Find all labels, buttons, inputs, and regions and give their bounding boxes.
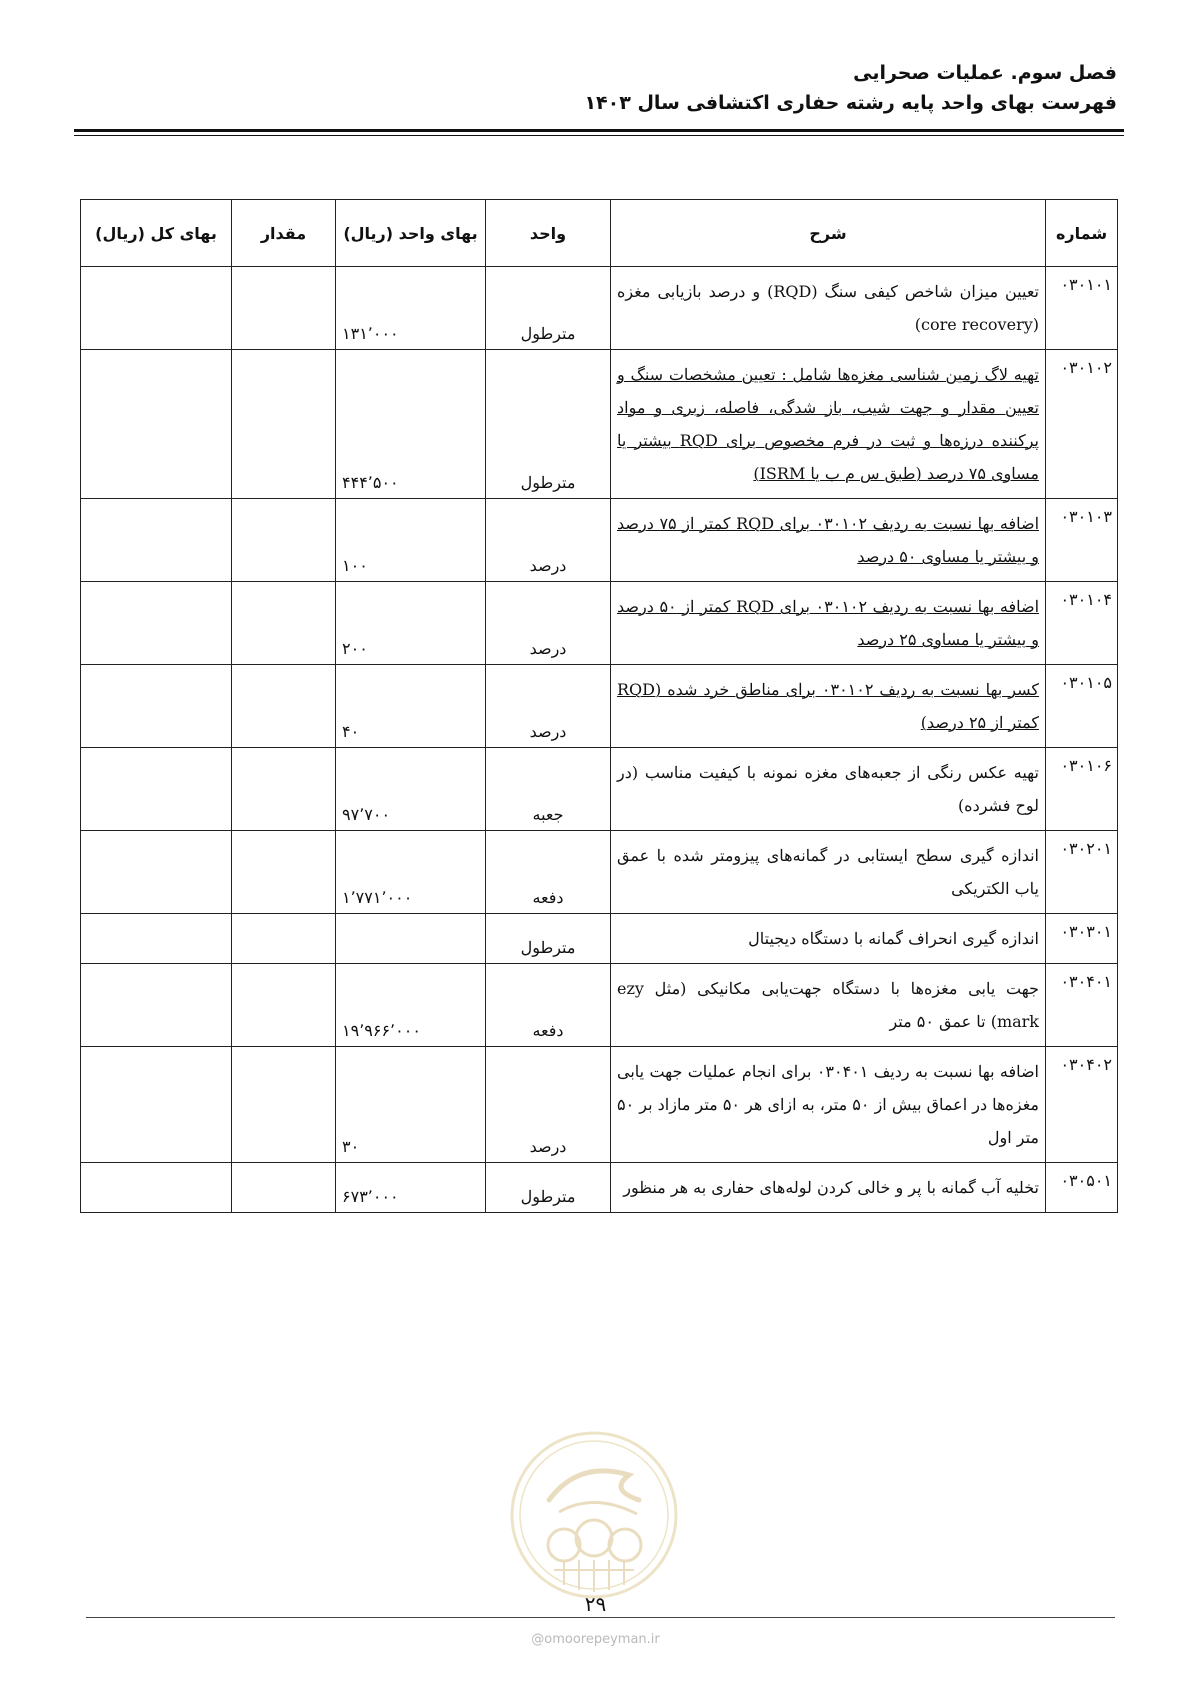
item-code: ۰۳۰۱۰۶ <box>1046 748 1118 831</box>
item-quantity <box>232 964 336 1047</box>
table-row <box>81 582 1118 665</box>
table-row <box>81 499 1118 582</box>
table-row <box>81 1047 1118 1163</box>
item-code: ۰۳۰۴۰۲ <box>1046 1047 1118 1163</box>
item-unit-price: ۶۷۳٬۰۰۰ <box>336 1163 486 1213</box>
item-description: تخلیه آب گمانه با پر و خالی کردن لوله‌های حفاری به هر منظور <box>611 1163 1046 1213</box>
table-row <box>81 267 1118 350</box>
item-quantity <box>232 1047 336 1163</box>
item-description: تهیه عکس رنگی از جعبه‌های مغزه نمونه با کیفیت مناسب (در لوح فشرده) <box>611 748 1046 831</box>
item-total-price <box>81 499 232 582</box>
item-code: ۰۳۰۱۰۱ <box>1046 267 1118 350</box>
table-header-row <box>81 200 1118 267</box>
column-header-quantity: مقدار <box>232 200 336 267</box>
item-description: جهت یابی مغزه‌ها با دستگاه جهت‌یابی مکانیکی (مثل ezy mark) تا عمق ۵۰ متر <box>611 964 1046 1047</box>
item-code: ۰۳۰۴۰۱ <box>1046 964 1118 1047</box>
item-code: ۰۳۰۳۰۱ <box>1046 914 1118 964</box>
item-unit: دفعه <box>486 964 611 1047</box>
column-header-description: شرح <box>611 200 1046 267</box>
item-unit-price: ۴۴۴٬۵۰۰ <box>336 350 486 499</box>
header-rule-thin <box>74 135 1124 136</box>
item-code: ۰۳۰۱۰۳ <box>1046 499 1118 582</box>
table-row <box>81 1163 1118 1213</box>
item-unit-price: ۳۰ <box>336 1047 486 1163</box>
item-quantity <box>232 350 336 499</box>
table-row <box>81 748 1118 831</box>
omoore-peyman-seal-logo <box>509 1430 679 1600</box>
item-quantity <box>232 831 336 914</box>
item-unit: مترطول <box>486 267 611 350</box>
item-quantity <box>232 1163 336 1213</box>
item-quantity <box>232 499 336 582</box>
item-code: ۰۳۰۱۰۴ <box>1046 582 1118 665</box>
column-header-code: شماره <box>1046 200 1118 267</box>
item-total-price <box>81 748 232 831</box>
item-total-price <box>81 267 232 350</box>
table-row <box>81 665 1118 748</box>
item-unit: مترطول <box>486 1163 611 1213</box>
document-title: فهرست بهای واحد پایه رشته حفاری اکتشافی سال ۱۴۰۳ <box>584 92 1117 114</box>
item-quantity <box>232 748 336 831</box>
page-header <box>74 58 1117 118</box>
item-unit-price <box>336 914 486 964</box>
item-description-text: اضافه بها نسبت به ردیف ۰۳۰۱۰۲ برای RQD کمتر از ۵۰ درصد و بیشتر یا مساوی ۲۵ درصد <box>617 597 1040 649</box>
table-row <box>81 964 1118 1047</box>
item-code: ۰۳۰۲۰۱ <box>1046 831 1118 914</box>
item-quantity <box>232 665 336 748</box>
item-total-price <box>81 964 232 1047</box>
item-description: اندازه گیری سطح ایستابی در گمانه‌های پیزومتر شده با عمق یاب الکتریکی <box>611 831 1046 914</box>
header-rule-thick <box>74 129 1124 132</box>
item-quantity <box>232 914 336 964</box>
item-unit: جعبه <box>486 748 611 831</box>
item-total-price <box>81 914 232 964</box>
item-total-price <box>81 1047 232 1163</box>
item-code: ۰۳۰۱۰۲ <box>1046 350 1118 499</box>
item-total-price <box>81 665 232 748</box>
item-unit: مترطول <box>486 350 611 499</box>
item-description-text: تهیه لاگ زمین شناسی مغزه‌ها شامل : تعیین مشخصات سنگ و تعیین مقدار و جهت شیب، باز شدگی، فاصله، زبری و مواد پرکننده درزه‌ها و ثبت در فرم مخصوص برای RQD بیشتر یا مساوی ۷۵ درصد (طبق س م ب یا ISRM) <box>617 365 1039 483</box>
item-unit: مترطول <box>486 914 611 964</box>
item-quantity <box>232 582 336 665</box>
website-watermark: @omoorepeyman.ir <box>531 1632 660 1647</box>
item-unit-price: ۲۰۰ <box>336 582 486 665</box>
item-description: اضافه بها نسبت به ردیف ۰۳۰۴۰۱ برای انجام عملیات جهت یابی مغزه‌ها در اعماق بیش از ۵۰ متر، به ازای هر ۵۰ متر مازاد بر ۵۰ متر اول <box>611 1047 1046 1163</box>
item-quantity <box>232 267 336 350</box>
item-unit-price: ۹۷٬۷۰۰ <box>336 748 486 831</box>
item-total-price <box>81 582 232 665</box>
item-description <box>611 499 1046 582</box>
price-list-table <box>80 199 1118 1213</box>
item-total-price <box>81 350 232 499</box>
table-row <box>81 914 1118 964</box>
item-unit: درصد <box>486 1047 611 1163</box>
price-list-table-container <box>80 199 1117 1213</box>
table-row <box>81 350 1118 499</box>
page-number: ۲۹ <box>584 1592 607 1616</box>
table-body <box>81 267 1118 1213</box>
item-total-price <box>81 1163 232 1213</box>
column-header-total-price: بهای کل (ریال) <box>81 200 232 267</box>
item-unit-price: ۱۹٬۹۶۶٬۰۰۰ <box>336 964 486 1047</box>
item-unit-price: ۱۰۰ <box>336 499 486 582</box>
item-description-text: اضافه بها نسبت به ردیف ۰۳۰۱۰۲ برای RQD کمتر از ۷۵ درصد و بیشتر یا مساوی ۵۰ درصد <box>617 514 1040 566</box>
item-total-price <box>81 831 232 914</box>
item-unit-price: ۱۳۱٬۰۰۰ <box>336 267 486 350</box>
item-unit-price: ۴۰ <box>336 665 486 748</box>
item-description <box>611 665 1046 748</box>
item-unit-price: ۱٬۷۷۱٬۰۰۰ <box>336 831 486 914</box>
item-description: اندازه گیری انحراف گمانه با دستگاه دیجیتال <box>611 914 1046 964</box>
item-unit: دفعه <box>486 831 611 914</box>
item-unit: درصد <box>486 499 611 582</box>
item-unit: درصد <box>486 582 611 665</box>
chapter-title: فصل سوم. عملیات صحرایی <box>853 62 1117 84</box>
item-description-text: کسر بها نسبت به ردیف ۰۳۰۱۰۲ برای مناطق خرد شده (RQD کمتر از ۲۵ درصد) <box>617 680 1040 732</box>
item-unit: درصد <box>486 665 611 748</box>
item-description <box>611 582 1046 665</box>
item-description <box>611 350 1046 499</box>
item-code: ۰۳۰۱۰۵ <box>1046 665 1118 748</box>
column-header-unit-price: بهای واحد (ریال) <box>336 200 486 267</box>
item-description: تعیین میزان شاخص کیفی سنگ (RQD) و درصد بازیابی مغزه (core recovery) <box>611 267 1046 350</box>
table-row <box>81 831 1118 914</box>
column-header-unit: واحد <box>486 200 611 267</box>
footer-rule <box>86 1617 1115 1618</box>
item-code: ۰۳۰۵۰۱ <box>1046 1163 1118 1213</box>
